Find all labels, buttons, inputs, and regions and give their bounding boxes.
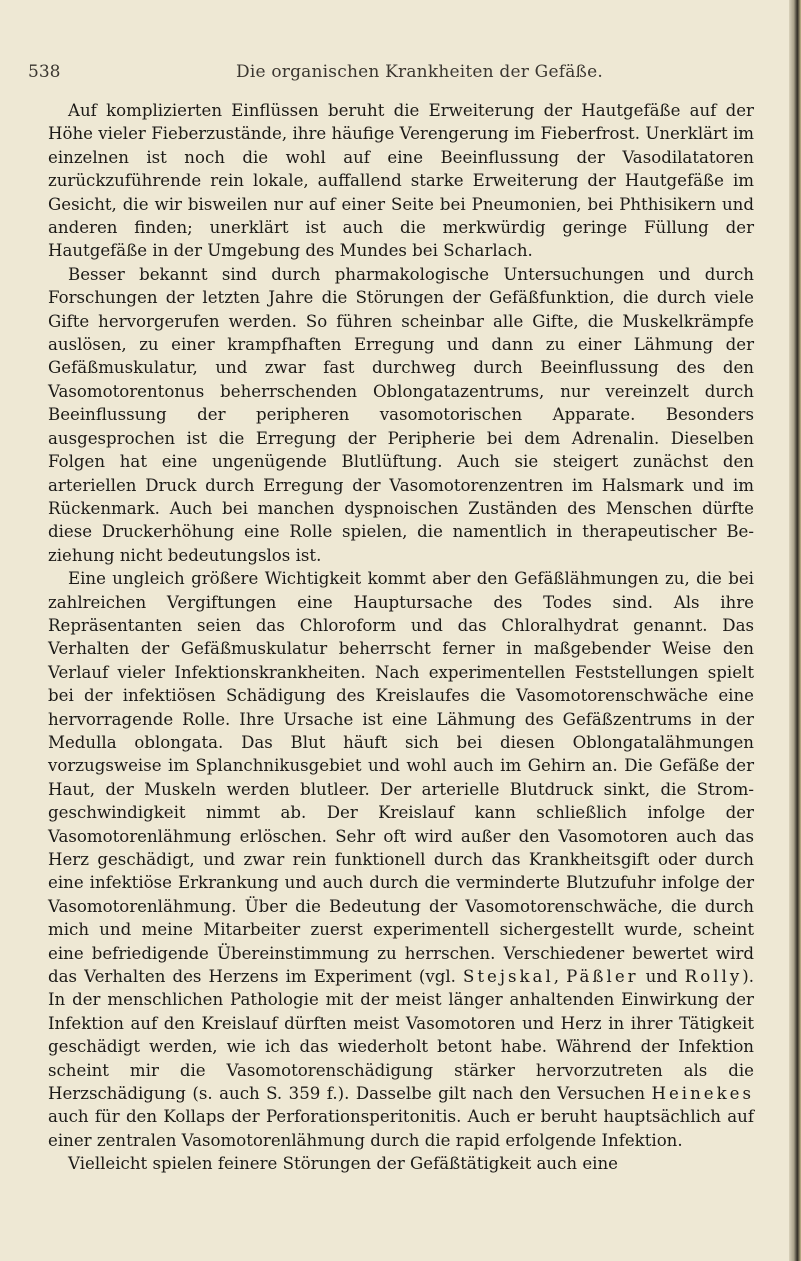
paragraph-3-text-d: ). In der menschlichen Pathologie mit der meist länger anhaltenden Einwirkung der Infektion auf den Kreislauf dürften meist Vasomotoren und Herz in ihrer Tätigkeit geschädigt werden, wie ich das wiederholt betont habe. Während der Infektion scheint mir die Vasomotorenschädigung stärker hervorzutreten als die Herzschädigung (s. auch S. 359 f.). Dasselbe gilt nach den Versuchen <box>48 967 754 1104</box>
paragraph-4: Vielleicht spielen feinere Störungen der Gefäßtätigkeit auch eine <box>68 1154 618 1174</box>
author-name-paessler: Päßler <box>566 967 639 987</box>
paragraph-3-text-e: auch für den Kollaps der Perforationsperitonitis. Auch er beruht hauptsächlich auf einer zentralen Vasomotorenlähmung durch die rapid erfolgende Infektion. <box>48 1107 754 1150</box>
page-edge-shadow <box>789 0 801 1261</box>
paragraph-3-text-c: und <box>638 967 685 987</box>
paragraph-1: Auf komplizierten Einflüssen beruht die Erweiterung der Hautgefäße auf der Höhe vieler Fieberzustände, ihre häufige Verengerung im Fieberfrost. Unerklärt im einzelnen ist noch die wohl auf eine Beeinflussung der Vasodilatatoren zurückzuführende rein lokale, auffallend starke Erweiterung der Hautgefäße im Gesicht, die wir bisweilen nur auf einer Seite bei Pneumonien, bei Phthisikern und anderen finden; unerklärt ist auch die merkwürdig geringe Füllung der Hautgefäße in der Umgebung des Mundes bei Scharlach. <box>48 101 754 261</box>
page-header <box>28 62 758 86</box>
author-name-heinekes: Heinekes <box>651 1084 754 1104</box>
paragraph-3-text-a: Eine ungleich größere Wichtigkeit kommt aber den Gefäßlähmungen zu, die bei zahlreichen Vergiftungen eine Hauptursache des Todes sind. Als ihre Repräsentanten seien das Chloroform und das Chloralhydrat genannt. Das Verhalten der Gefäßmuskulatur beherrscht ferner in maßgebender Weise den Verlauf vieler Infektionskrankheiten. Nach experimentellen Feststellungen spielt bei der infektiösen Schädigung des Kreislaufes die Vasomotorenschwäche eine hervorragende Rolle. Ihre Ursache ist eine Lähmung des Gefäßzentrums in der Medulla oblongata. Das Blut häuft sich bei diesen Oblongatalähmungen vorzugsweise im Splanchnikusgebiet und wohl auch im Gehirn an. Die Gefäße der Haut, der Muskeln werden blutleer. Der arterielle Blutdruck sinkt, die Stromgeschwindigkeit nimmt ab. Der Kreislauf kann schließlich infolge der Vasomotorenlähmung erlöschen. Sehr oft wird außer den Vasomotoren auch das Herz geschädigt, und zwar rein funktionell durch das Krankheitsgift oder durch eine infektiöse Erkrankung und auch durch die verminderte Blutzufuhr infolge der Vasomotorenlähmung. Über die Bedeutung der Vasomotorenschwäche, die durch mich und meine Mitarbeiter zuerst experimentell sichergestellt wurde, scheint eine befriedigende Übereinstimmung zu herrschen. Verschiedener bewertet wird das Verhalten des Herzens im Experiment (vgl. <box>48 569 754 987</box>
author-name-rolly: Rolly <box>684 967 743 987</box>
body-text <box>48 99 754 1176</box>
author-name-stejskal: Stejskal <box>462 967 554 987</box>
page-number: 538 <box>28 62 61 82</box>
paragraph-2: Besser bekannt sind durch pharmakologische Untersuchungen und durch Forschungen der letzten Jahre die Störungen der Gefäßfunktion, die durch viele Gifte hervorgerufen werden. So führen scheinbar alle Gifte, die Muskelkrämpfe auslösen, zu einer krampfhaften Erregung und dann zu einer Lähmung der Gefäßmuskulatur, und zwar fast durchweg durch Beeinflussung des den Vasomotorentonus beherrschenden Oblongatazentrums, nur vereinzelt durch Beeinflussung der peripheren vasomotorischen Apparate. Besonders ausgesprochen ist die Erregung der Peripherie bei dem Adrenalin. Dieselben Folgen hat eine ungenügende Blutlüftung. Auch sie steigert zunächst den arteriellen Druck durch Erregung der Vasomotorenzentren im Halsmark und im Rückenmark. Auch bei manchen dyspnoischen Zuständen des Menschen dürfte diese Druckerhöhung eine Rolle spielen, die namentlich in therapeutischer Beziehung nicht bedeutungslos ist. <box>48 264 754 565</box>
running-title: Die organischen Krankheiten der Gefäße. <box>236 62 603 82</box>
paragraph-3-text-b: , <box>553 967 567 987</box>
paragraph-3 <box>48 567 754 1152</box>
